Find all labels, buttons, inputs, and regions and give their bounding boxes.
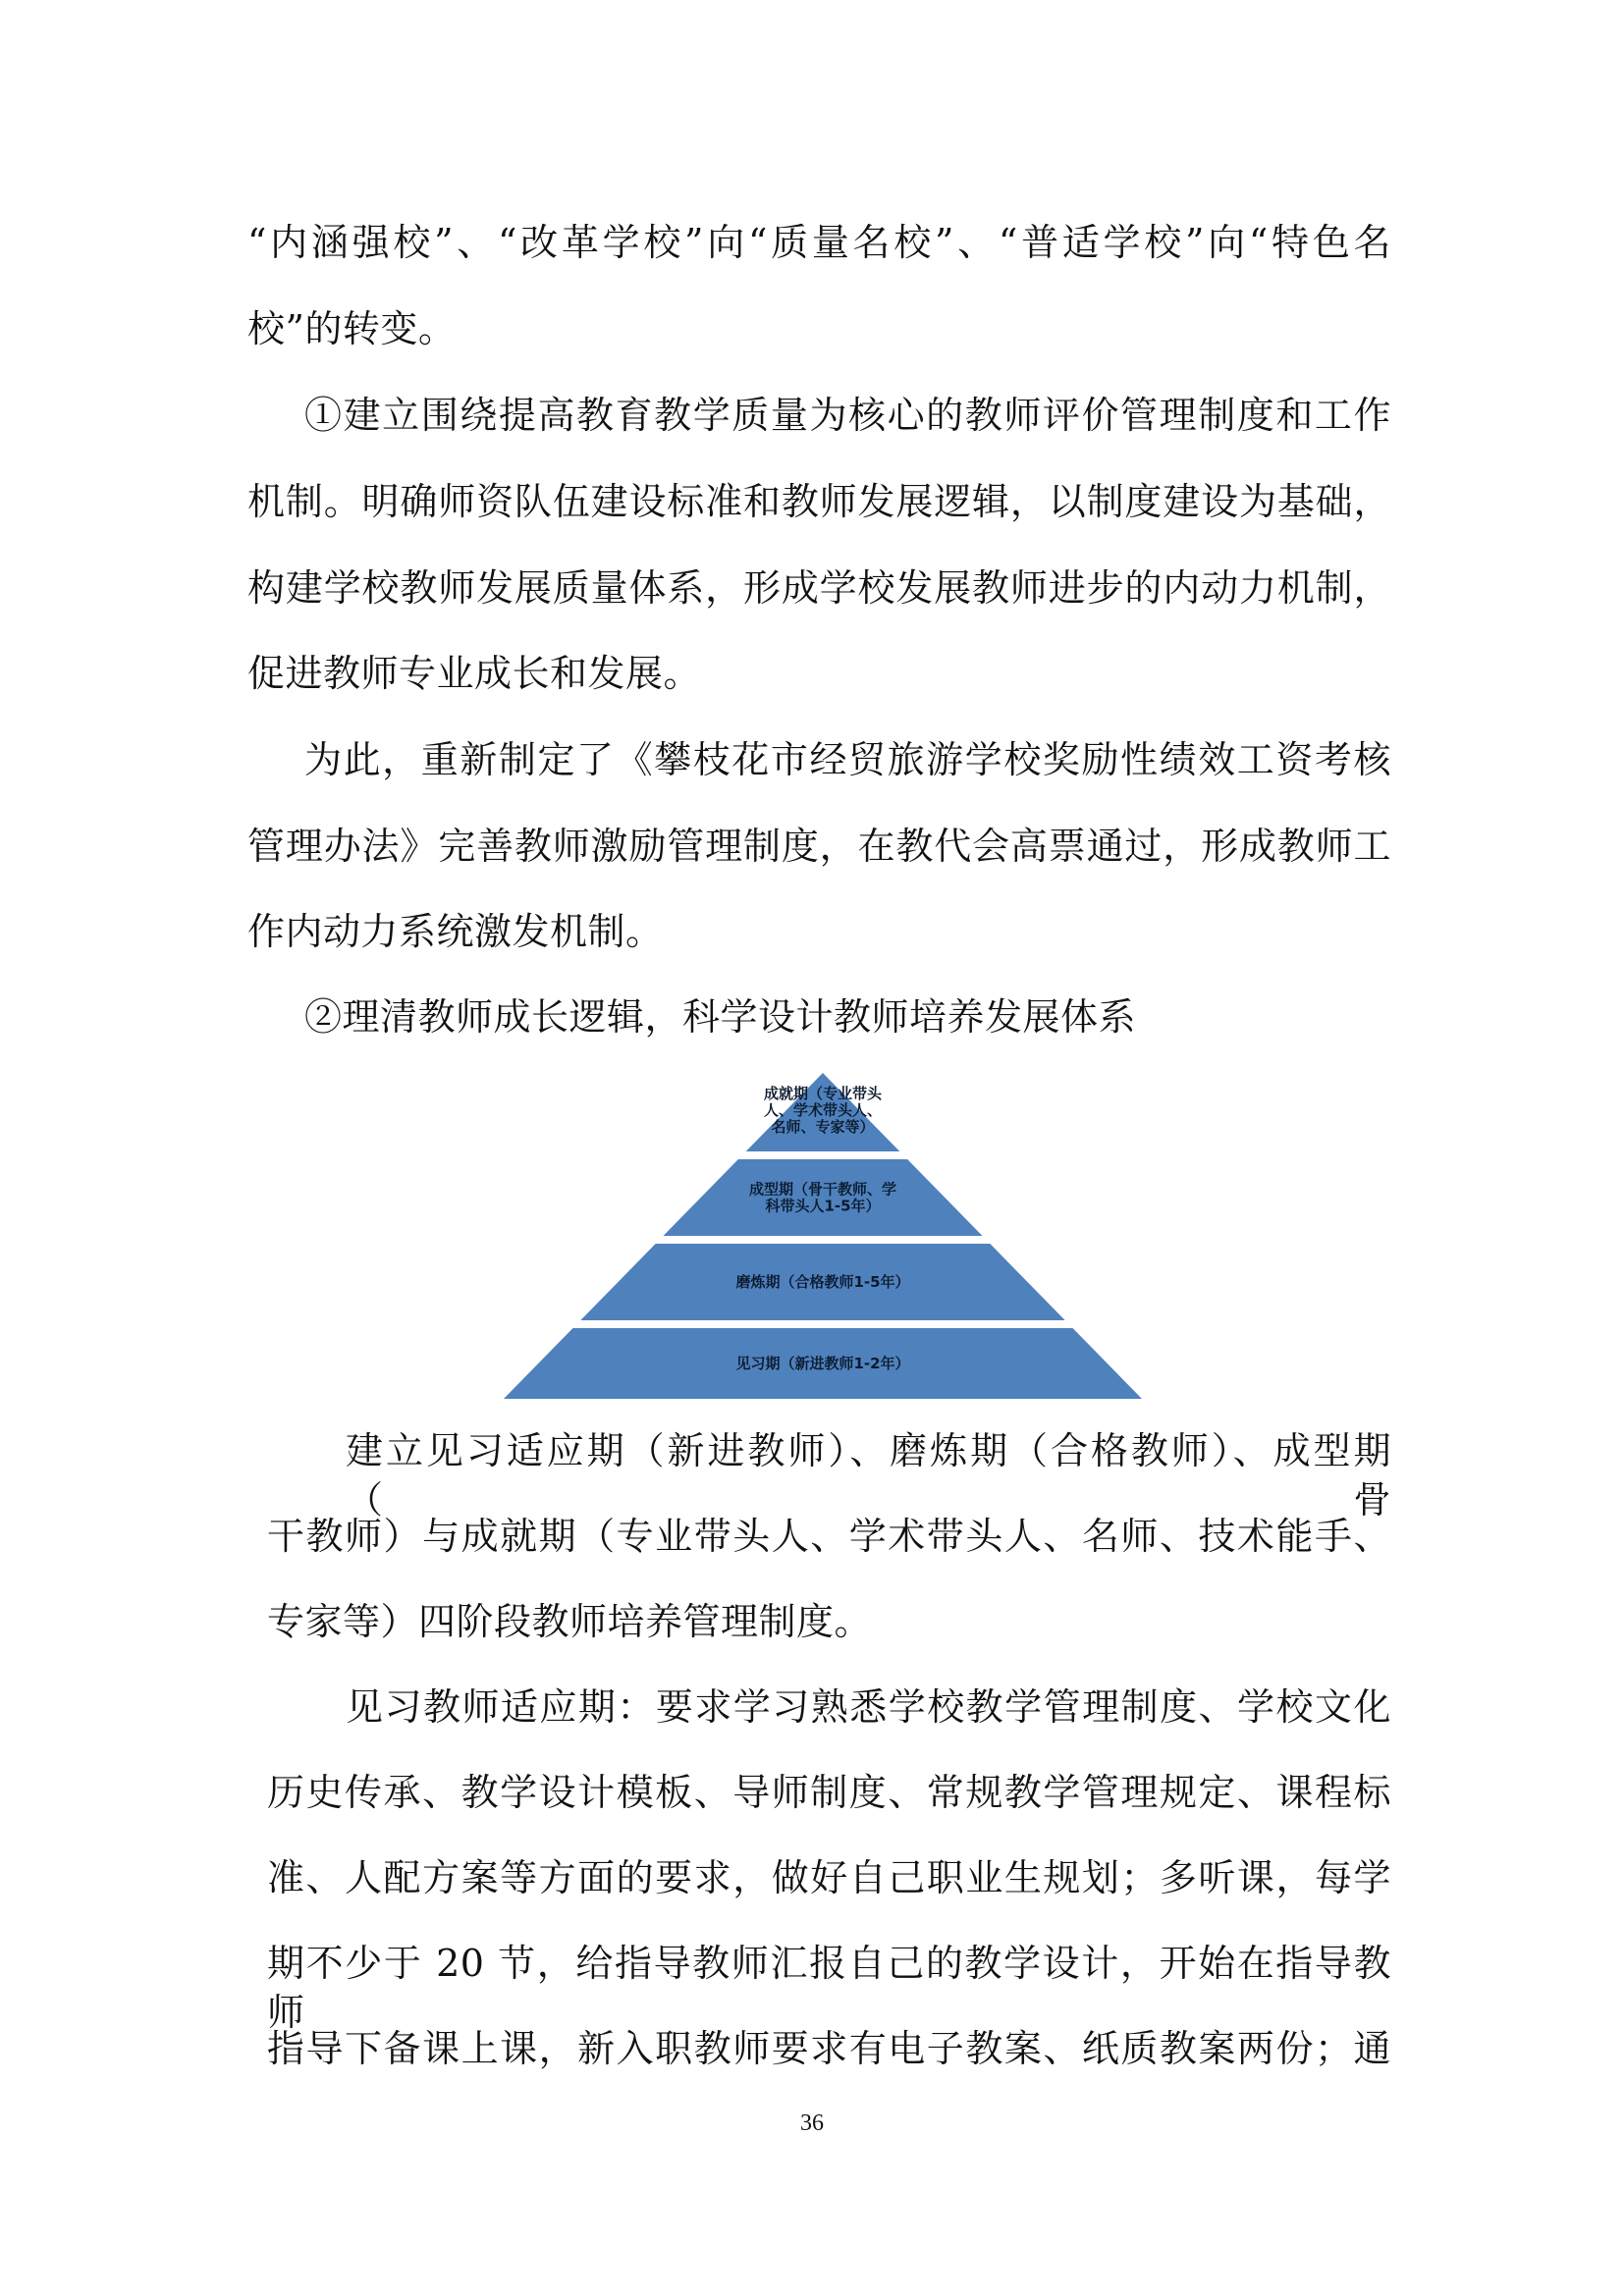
text-line: “内涵强校”、“改革学校”向“质量名校”、“普适学校”向“特色名 xyxy=(247,221,1391,264)
text-line: 校”的转变。 xyxy=(247,307,457,350)
pyramid-level-label: 成型期（骨干教师、学 xyxy=(748,1180,897,1199)
text-line: 管理办法》完善教师激励管理制度，在教代会高票通过，形成教师工 xyxy=(247,825,1391,868)
text-line: 干教师）与成就期（专业带头人、学术带头人、名师、技术能手、 xyxy=(267,1515,1391,1558)
text-line: 建立见习适应期（新进教师）、磨炼期（合格教师）、成型期（骨 xyxy=(346,1429,1391,1522)
pyramid-level-label: 科带头人1-5年） xyxy=(765,1197,881,1215)
pyramid-level-label: 成就期（专业带头 xyxy=(763,1085,883,1102)
text-line: 促进教师专业成长和发展。 xyxy=(247,652,702,695)
text-line: 作内动力系统激发机制。 xyxy=(247,910,664,953)
pyramid-level-label: 人、学术带头人、 xyxy=(763,1101,883,1119)
text-line: 机制。明确师资队伍建设标准和教师发展逻辑，以制度建设为基础， xyxy=(247,480,1391,523)
text-line: ①建立围绕提高教育教学质量为核心的教师评价管理制度和工作 xyxy=(304,394,1391,437)
text-line: 专家等）四阶段教师培养管理制度。 xyxy=(267,1600,873,1643)
text-line: 为此，重新制定了《攀枝花市经贸旅游学校奖励性绩效工资考核 xyxy=(304,738,1391,781)
text-line: 准、人配方案等方面的要求，做好自己职业生规划；多听课，每学 xyxy=(267,1856,1391,1899)
pyramid-level-label: 名师、专家等） xyxy=(771,1118,875,1136)
teacher-growth-pyramid-diagram xyxy=(504,1073,1142,1399)
pyramid-level-label: 见习期（新进教师1-2年） xyxy=(735,1355,910,1372)
page-number: 36 xyxy=(800,2110,824,2136)
text-line: 历史传承、教学设计模板、导师制度、常规教学管理规定、课程标 xyxy=(267,1771,1391,1814)
text-line: 构建学校教师发展质量体系，形成学校发展教师进步的内动力机制， xyxy=(247,566,1391,610)
text-line: 见习教师适应期：要求学习熟悉学校教学管理制度、学校文化 xyxy=(346,1685,1391,1729)
text-line: 指导下备课上课，新入职教师要求有电子教案、纸质教案两份；通 xyxy=(267,2027,1391,2070)
section-heading: ②理清教师成长逻辑，科学设计教师培养发展体系 xyxy=(304,995,1137,1039)
pyramid-level-label: 磨炼期（合格教师1-5年） xyxy=(735,1273,910,1291)
text-line: 期不少于 20 节，给指导教师汇报自己的教学设计，开始在指导教师 xyxy=(267,1942,1391,2034)
